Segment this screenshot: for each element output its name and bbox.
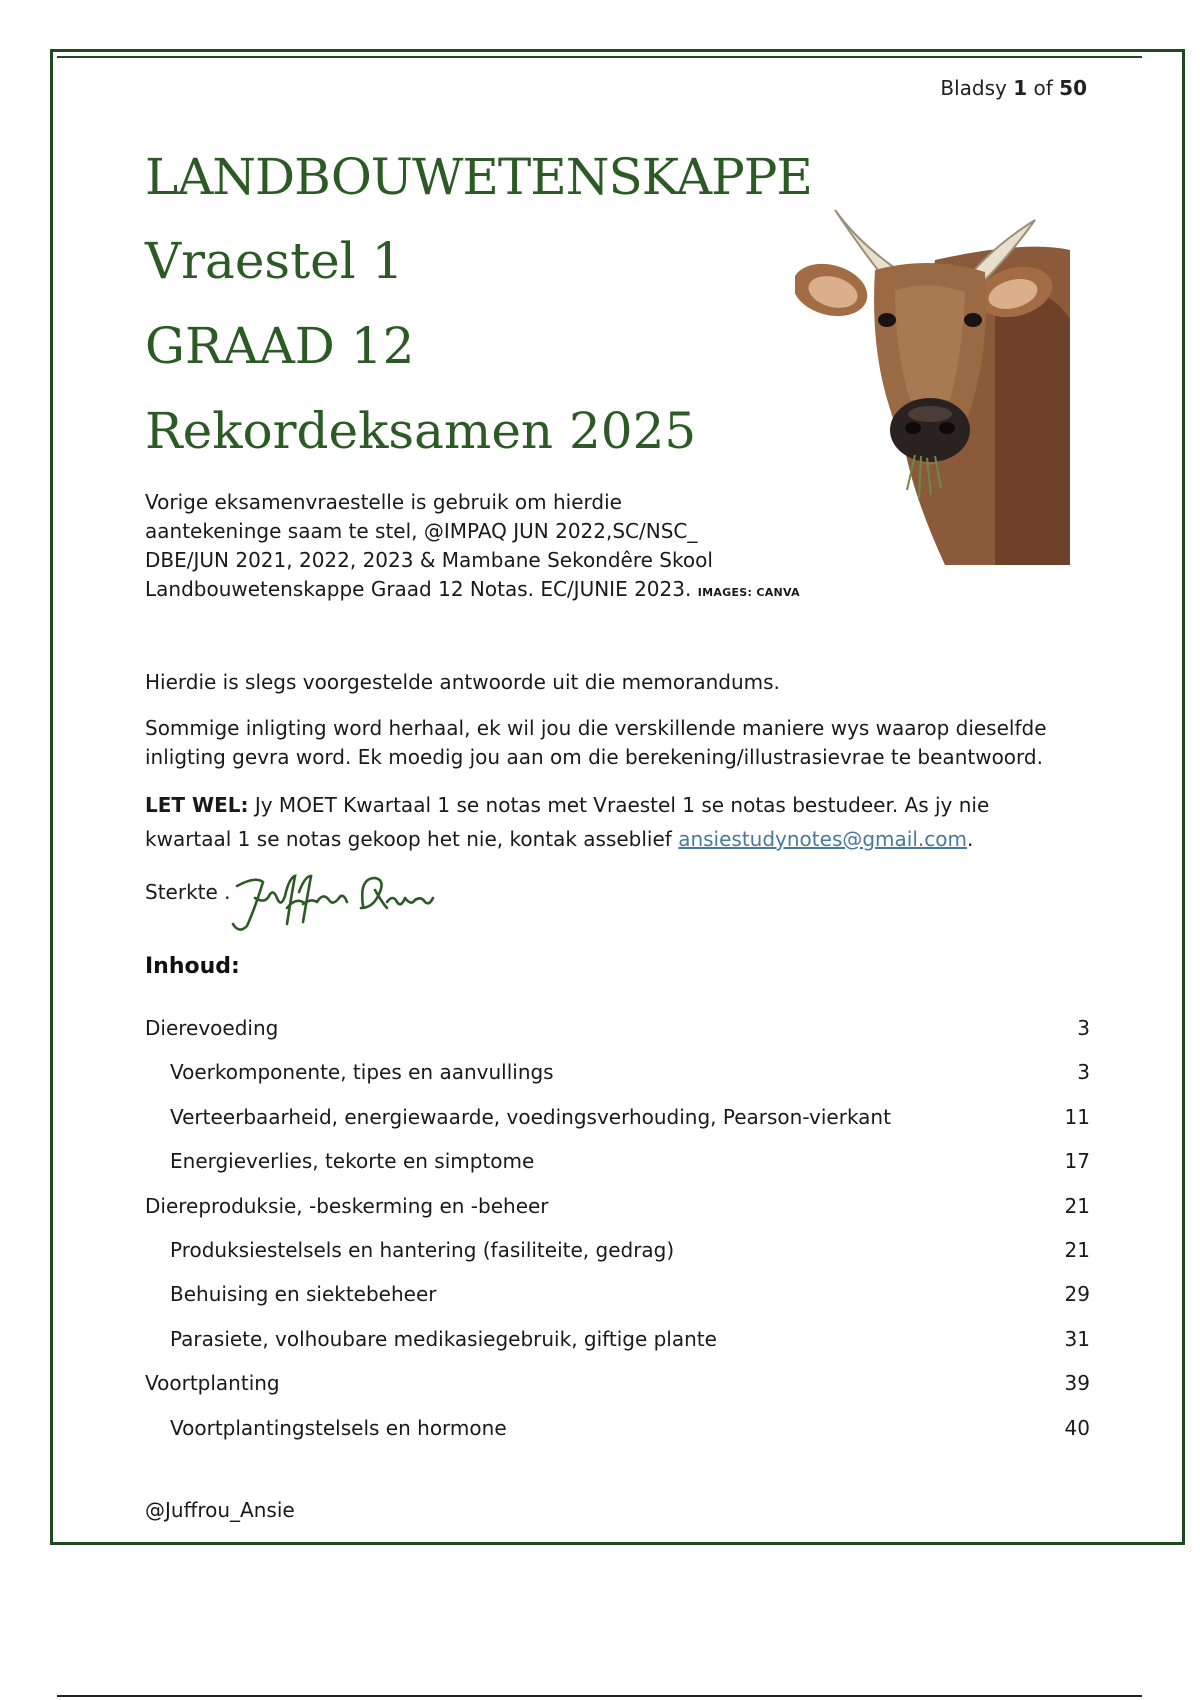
page-of: of [1033, 76, 1053, 100]
note-line: Jy MOET Kwartaal 1 se notas met Vraestel 1 se notas bestudeer. As jy nie [248, 793, 990, 817]
sterkte-text: Sterkte . [145, 880, 231, 904]
note-let-wel [145, 788, 1095, 856]
title-paper: Vraestel 1 [145, 232, 404, 290]
toc-item-page: 11 [1064, 1104, 1090, 1129]
toc-item-page: 3 [1077, 1060, 1090, 1085]
toc-item-label: Produksiestelsels en hantering (fasiliteite, gedrag) [170, 1237, 675, 1262]
note-line-end: . [966, 827, 974, 851]
toc-item[interactable] [145, 1006, 1090, 1050]
toc-item-page: 31 [1064, 1326, 1090, 1351]
intro-line: DBE/JUN 2021, 2022, 2023 & Mambane Sekondêre Skool [145, 548, 713, 572]
toc-item-label: Parasiete, volhoubare medikasiegebruik, giftige plante [170, 1326, 717, 1351]
image-credit: IMAGES: CANVA [697, 586, 800, 599]
toc-item-page: 21 [1064, 1193, 1090, 1218]
cow-image [795, 200, 1075, 570]
toc-item-page: 39 [1064, 1371, 1090, 1396]
toc-item-page: 40 [1064, 1415, 1090, 1440]
toc-item-label: Energieverlies, tekorte en simptome [170, 1149, 535, 1174]
note-repetition [145, 714, 1095, 772]
title-subject: LANDBOUWETENSKAPPE [145, 148, 812, 206]
page-number [940, 76, 1087, 100]
toc-item-label: Behuising en siektebeheer [170, 1282, 437, 1307]
page-current: 1 [1013, 76, 1028, 100]
let-wel-label: LET WEL: [145, 793, 249, 817]
next-page-divider [57, 1695, 1142, 1697]
footer-handle: @Juffrou_Ansie [145, 1498, 295, 1522]
toc-item-label: Voortplantingstelsels en hormone [170, 1415, 507, 1440]
toc-heading: Inhoud: [145, 954, 240, 979]
email-link[interactable]: ansiestudynotes@gmail.com [678, 827, 967, 851]
toc-item-label: Dierevoeding [145, 1016, 279, 1040]
table-of-contents [145, 1006, 1090, 1450]
toc-item[interactable] [145, 1361, 1090, 1405]
toc-item-label: Voerkomponente, tipes en aanvullings [170, 1060, 554, 1085]
toc-item-page: 3 [1077, 1016, 1090, 1040]
intro-line: Vorige eksamenvraestelle is gebruik om hierdie [145, 490, 622, 514]
handwritten-signature [225, 868, 435, 938]
toc-item[interactable] [145, 1095, 1090, 1139]
toc-item[interactable] [145, 1228, 1090, 1272]
toc-item[interactable] [145, 1272, 1090, 1316]
intro-line: aantekeninge saam te stel, @IMPAQ JUN 2022,SC/NSC_ [145, 519, 698, 543]
note-line: inligting gevra word. Ek moedig jou aan om die berekening/illustrasievrae te beantwoord. [145, 745, 1043, 769]
toc-item-label: Voortplanting [145, 1371, 280, 1396]
intro-text [145, 488, 845, 607]
frame-top-line [57, 56, 1142, 58]
toc-item-page: 21 [1064, 1237, 1090, 1262]
page-label: Bladsy [940, 76, 1007, 100]
note-line: Sommige inligting word herhaal, ek wil jou die verskillende maniere wys waarop dieselfde [145, 716, 1047, 740]
toc-item[interactable] [145, 1139, 1090, 1183]
toc-item[interactable] [145, 1184, 1090, 1228]
note-suggested-answers: Hierdie is slegs voorgestelde antwoorde uit die memorandums. [145, 670, 780, 694]
toc-item-label: Diereproduksie, -beskerming en -beheer [145, 1193, 549, 1218]
title-exam: Rekordeksamen 2025 [145, 402, 697, 460]
toc-item-page: 17 [1064, 1149, 1090, 1174]
note-line: kwartaal 1 se notas gekoop het nie, kontak asseblief [145, 827, 679, 851]
page-total: 50 [1059, 76, 1087, 100]
toc-item[interactable] [145, 1317, 1090, 1361]
toc-item[interactable] [145, 1406, 1090, 1450]
title-grade: GRAAD 12 [145, 317, 415, 375]
toc-item-page: 29 [1064, 1282, 1090, 1307]
intro-line: Landbouwetenskappe Graad 12 Notas. EC/JUNIE 2023. [145, 577, 692, 601]
toc-item-label: Verteerbaarheid, energiewaarde, voedingsverhouding, Pearson-vierkant [170, 1104, 891, 1129]
toc-item[interactable] [145, 1050, 1090, 1094]
